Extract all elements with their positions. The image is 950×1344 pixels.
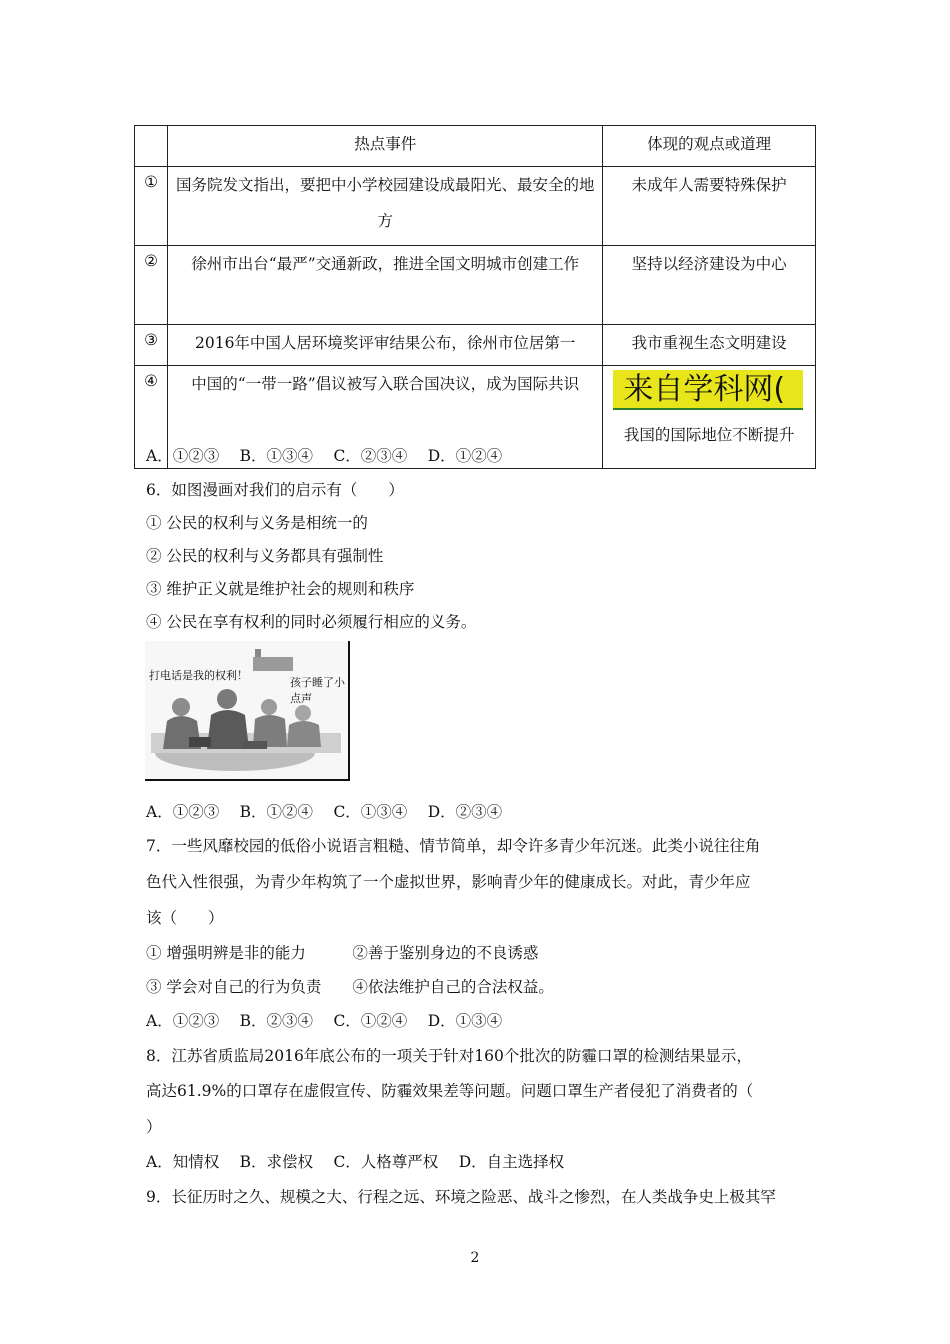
- cartoon-caption-left: 打电话是我的权利！: [149, 669, 248, 682]
- q8-options: A．知情权 B．求偿权 C．人格尊严权 D．自主选择权: [146, 1153, 565, 1171]
- q7-items: ③ 学会对自己的行为负责 ④依法维护自己的合法权益。: [146, 978, 554, 996]
- row-view: 我市重视生态文明建设: [603, 325, 816, 366]
- row-number: ①: [135, 167, 168, 246]
- hot-events-table: [134, 125, 816, 469]
- table-row: [135, 246, 816, 325]
- table-row: [135, 325, 816, 366]
- header-cell-num: [135, 126, 168, 167]
- q8-stem-line: ）: [146, 1118, 162, 1136]
- row-view: 坚持以经济建设为中心: [603, 246, 816, 325]
- q9-stem-line: 9．长征历时之久、规模之大、行程之远、环境之险恶、战斗之惨烈，在人类战争史上极其罕: [146, 1188, 776, 1206]
- row-view: 未成年人需要特殊保护: [603, 167, 816, 246]
- page-number: 2: [470, 1250, 480, 1266]
- row-view-cell: [603, 366, 816, 469]
- q6-item: ① 公民的权利与义务是相统一的: [146, 514, 368, 532]
- row-number: ③: [135, 325, 168, 366]
- cartoon-caption-right: 孩子睡了小点声: [290, 676, 345, 705]
- q7-stem-line: 该（ ）: [146, 909, 224, 927]
- q6-item: ④ 公民在享有权利的同时必须履行相应的义务。: [146, 613, 477, 631]
- q6-item: ② 公民的权利与义务都具有强制性: [146, 547, 384, 565]
- header-cell-view: 体现的观点或道理: [603, 126, 816, 167]
- row-event: 2016年中国人居环境奖评审结果公布，徐州市位居第一: [168, 325, 603, 366]
- q6-stem: 6．如图漫画对我们的启示有（ ）: [146, 481, 404, 499]
- q8-stem-line: 高达61.9%的口罩存在虚假宣传、防霾效果差等问题。问题口罩生产者侵犯了消费者的（: [146, 1082, 754, 1100]
- cartoon-drawing: [145, 641, 348, 779]
- row-event: 中国的“一带一路”倡议被写入联合国决议，成为国际共识: [168, 366, 603, 469]
- row-event: 徐州市出台“最严”交通新政，推进全国文明城市创建工作: [168, 246, 603, 325]
- header-cell-event: 热点事件: [168, 126, 603, 167]
- q8-stem-line: 8．江苏省质监局2016年底公布的一项关于针对160个批次的防霾口罩的检测结果显示，: [146, 1047, 752, 1065]
- q5-options: A．①②③ B．①③④ C．②③④ D．①②④: [146, 447, 503, 465]
- q7-stem-line: 7．一些风靡校园的低俗小说语言粗糙、情节简单，却令许多青少年沉迷。此类小说往往角: [146, 837, 761, 855]
- cartoon-image: [145, 641, 350, 781]
- table-row: [135, 167, 816, 246]
- row-number: ②: [135, 246, 168, 325]
- table-header-row: [135, 126, 816, 167]
- q6-options: A．①②③ B．①②④ C．①③④ D．②③④: [146, 803, 503, 821]
- q7-stem-line: 色代入性很强，为青少年构筑了一个虚拟世界，影响青少年的健康成长。对此，青少年应: [146, 873, 751, 891]
- row-event: 国务院发文指出，要把中小学校园建设成最阳光、最安全的地方: [168, 167, 603, 246]
- q7-items: ① 增强明辨是非的能力 ②善于鉴别身边的不良诱惑: [146, 944, 539, 962]
- q6-item: ③ 维护正义就是维护社会的规则和秩序: [146, 580, 415, 598]
- watermark-banner: 来自学科网(: [613, 370, 803, 410]
- q7-options: A．①②③ B．②③④ C．①②④ D．①③④: [146, 1012, 503, 1030]
- row-view: 我国的国际地位不断提升: [623, 426, 795, 444]
- row-number: ④: [135, 366, 168, 469]
